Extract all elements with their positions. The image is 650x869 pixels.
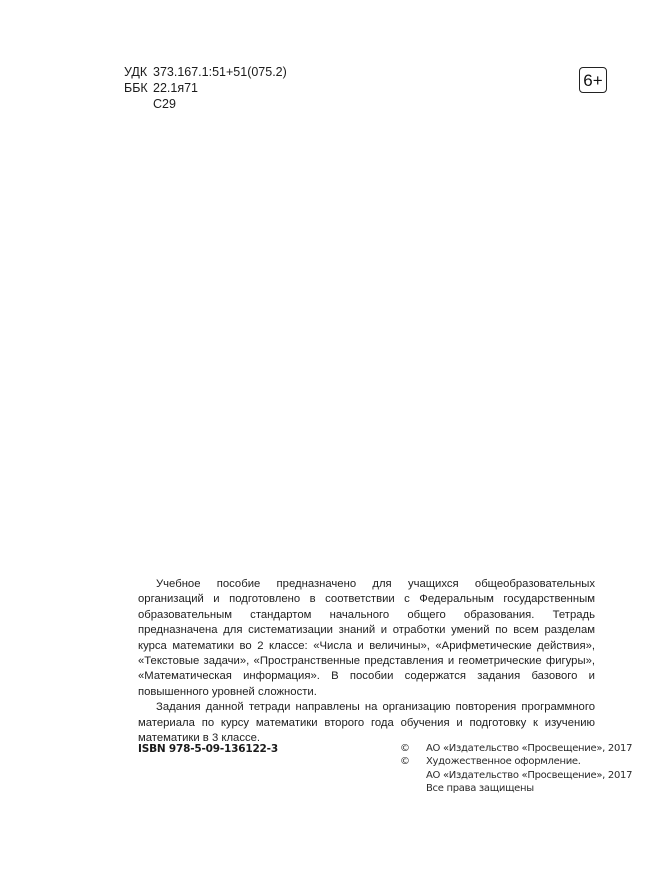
copyright-text: АО «Издательство «Просвещение», 2017 [426,743,633,754]
copyright-block [400,742,632,796]
udk-row [124,64,287,80]
age-rating-badge: 6+ [579,67,607,93]
copyright-line [400,742,632,755]
udk-value: 373.167.1:51+51(075.2) [153,65,287,79]
copyright-spacer [400,769,426,782]
bbk-value: 22.1я71 [153,81,199,95]
author-mark-row [124,96,287,112]
annotation-paragraph: Учебное пособие предназначено для учащихся общеобразовательных организаций и подготовлено в соответствии с Федеральным государственным образовательным стандартом начального общего образования. Тетрадь предназначена для систематизации знаний и отработки умений по всем разделам курса математики во 2 классе: «Числа и величины», «Арифметические действия», «Текстовые задачи», «Пространственные представления и геометрические фигуры», «Математическая информация». В пособии содержатся задания базового и повышенного уровней сложности. [138,578,595,698]
rights-reserved-text: Все права защищены [426,783,534,795]
copyright-line [400,769,632,782]
author-mark-spacer [124,96,153,112]
bbk-row [124,80,287,96]
copyright-text: АО «Издательство «Просвещение», 2017 [426,769,633,781]
copyright-spacer [400,782,426,795]
annotation-text [138,577,595,746]
classification-block [124,64,287,112]
copyright-line [400,755,632,768]
copyright-icon: © [400,756,410,768]
udk-label: УДК [124,65,148,79]
isbn: ISBN 978-5-09-136122-3 [138,743,278,755]
copyright-line [400,782,632,795]
copyright-text: Художественное оформление. [426,756,581,768]
author-mark: С29 [153,97,176,111]
bbk-label: ББК [124,81,148,95]
annotation-paragraph: Задания данной тетради направлены на организацию повторения программного материала по курсу математики второго года обучения и подготовку к изучению математики в 3 классе. [138,701,595,745]
copyright-icon: © [400,743,410,754]
